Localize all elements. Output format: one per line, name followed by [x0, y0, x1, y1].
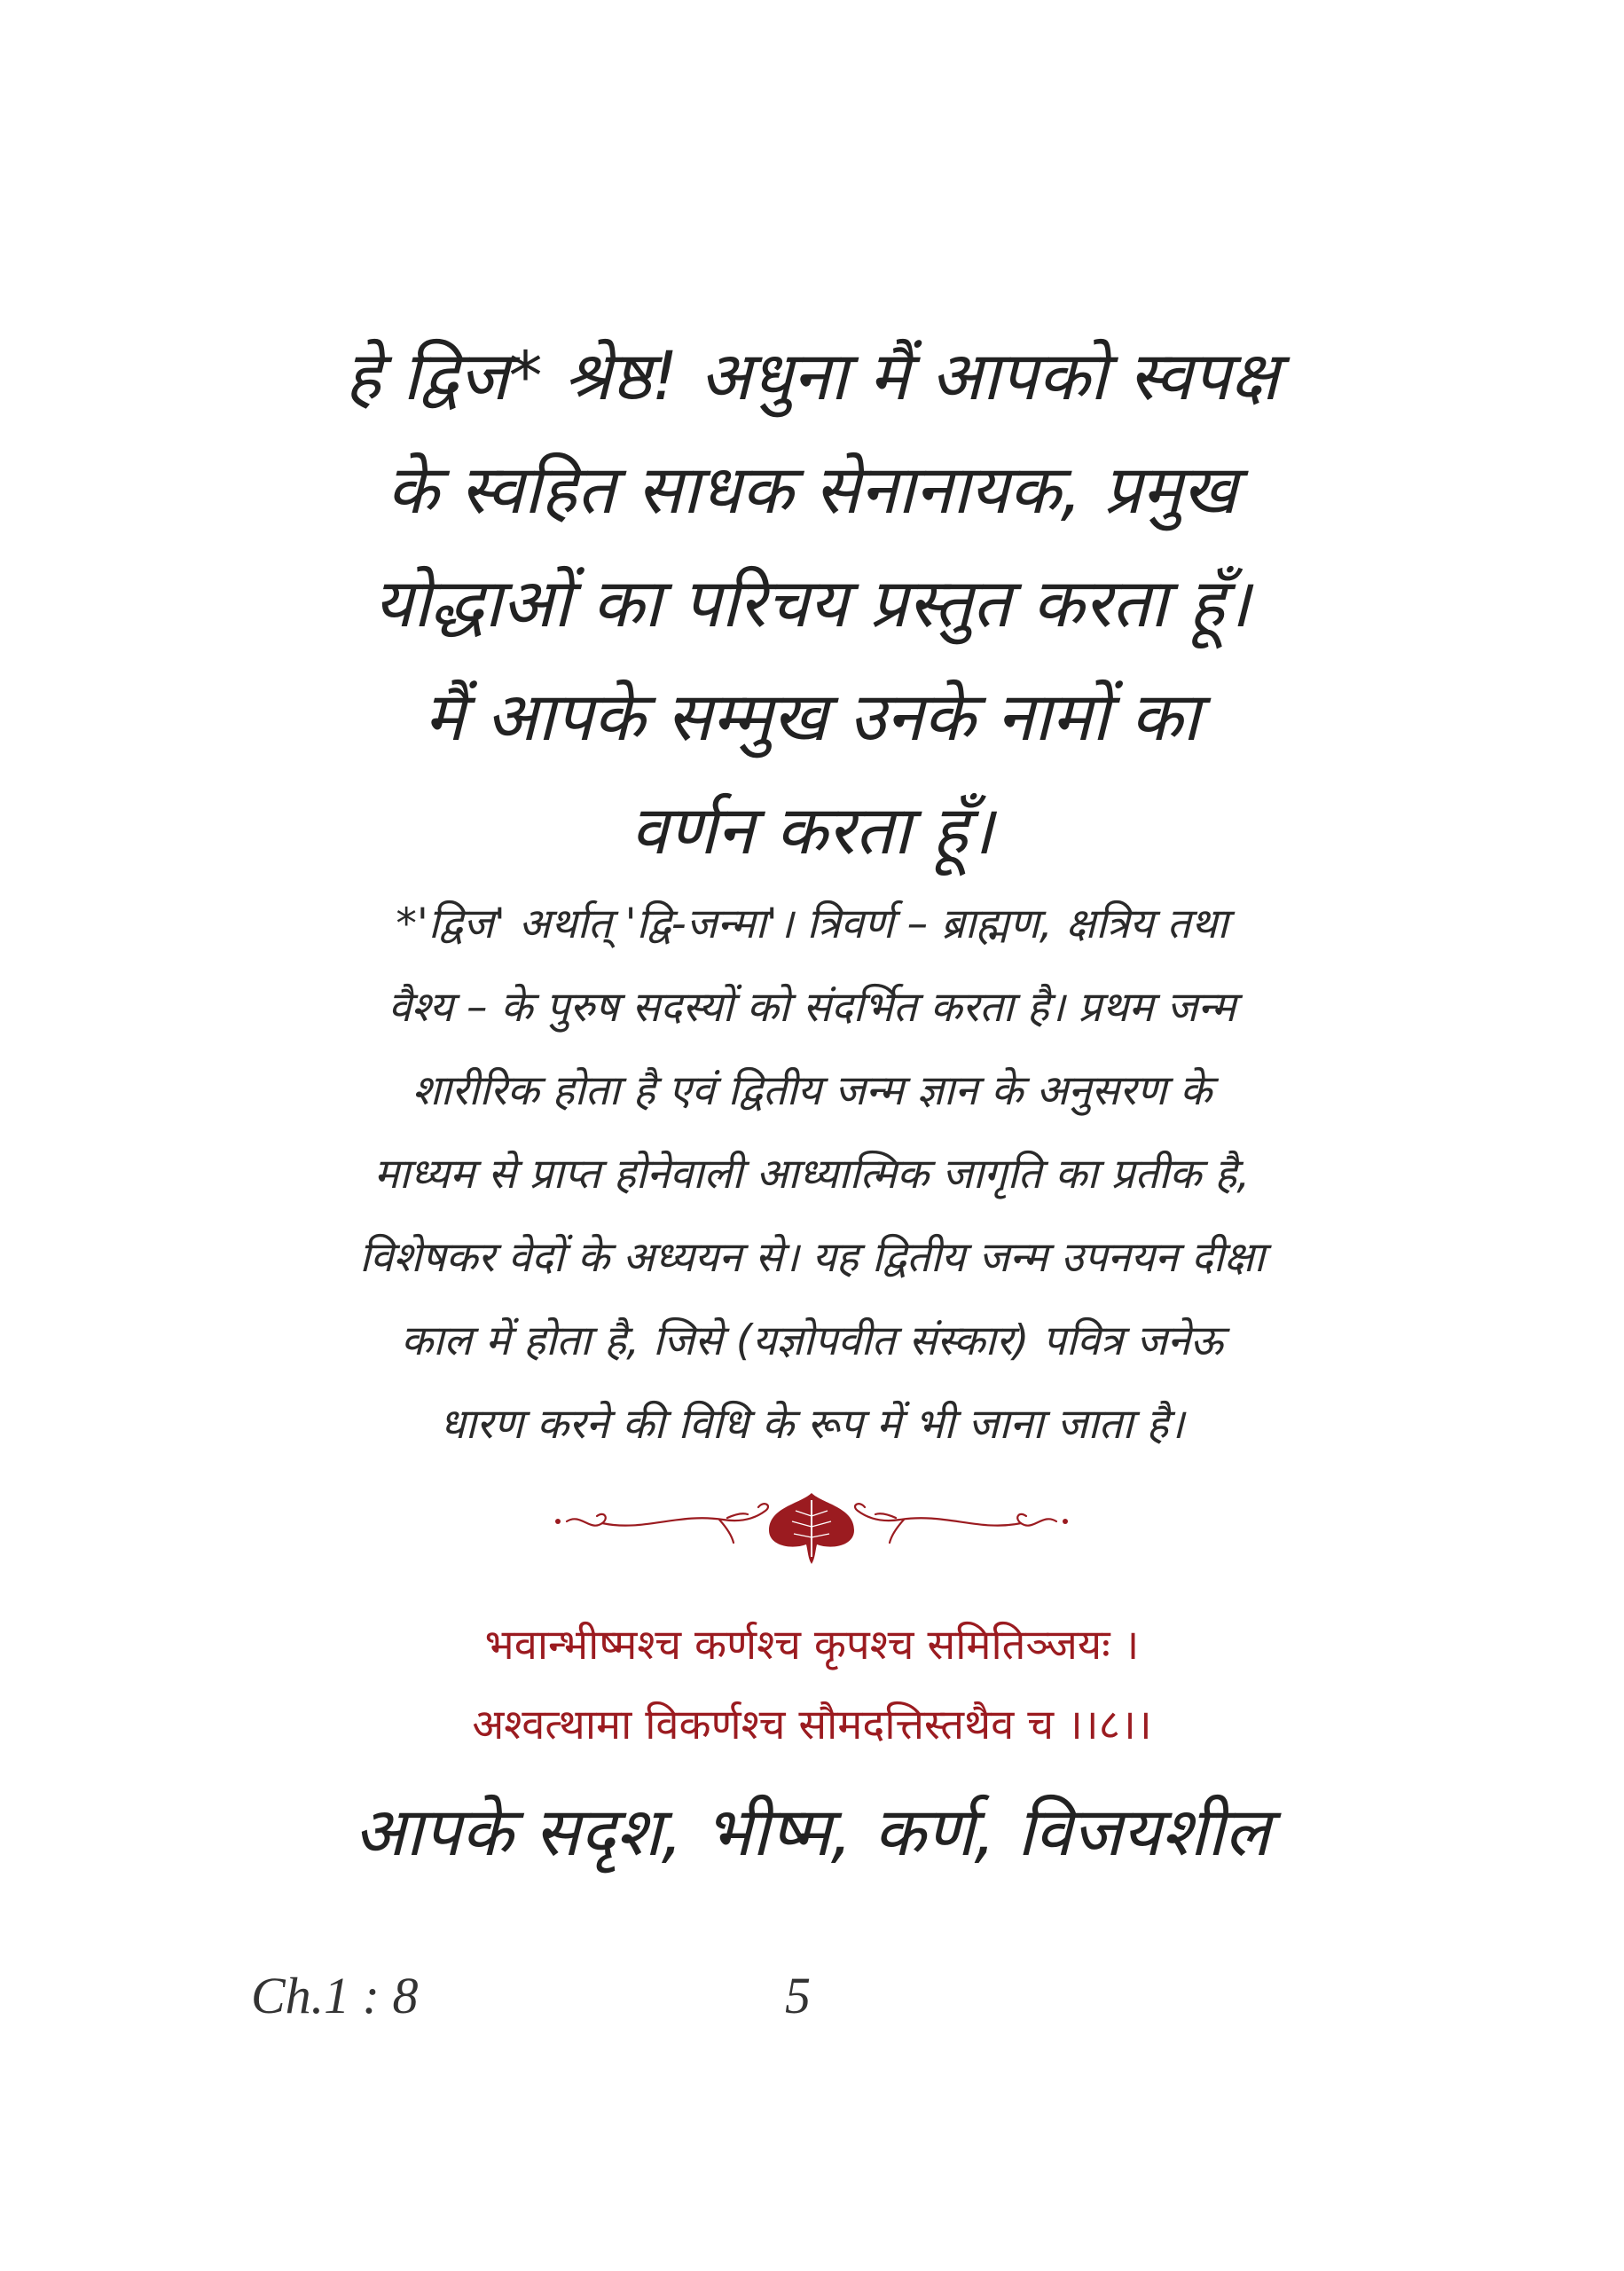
verse-translation-block — [0, 319, 1624, 887]
footnote-line: *'द्विज' अर्थात् 'द्वि-जन्मा'। त्रिवर्ण – ब्राह्मण, क्षत्रिय तथा — [396, 900, 1228, 948]
peepal-leaf-flourish-icon — [545, 1477, 1078, 1566]
verse-line: के स्वहित साधक सेनानायक, प्रमुख — [387, 450, 1237, 529]
sanskrit-line: अश्वत्थामा विकर्णश्च सौमदत्तिस्तथैव च ।।८।। — [472, 1701, 1152, 1749]
verse-line: योद्धाओं का परिचय प्रस्तुत करता हूँ। — [373, 563, 1251, 642]
verse-line: हे द्विज* श्रेष्ठ! अधुना मैं आपको स्वपक्ष — [345, 336, 1279, 415]
footnote-block — [0, 883, 1624, 1466]
verse-translation-start: आपके सदृश, भीष्म, कर्ण, विजयशील — [354, 1792, 1270, 1871]
verse-line: वर्णन करता हूँ। — [630, 790, 994, 869]
page-number: 5 — [785, 1967, 811, 2024]
footnote-line: माध्यम से प्राप्त होनेवाली आध्यात्मिक जागृति का प्रतीक है, — [373, 1150, 1251, 1198]
sanskrit-line: भवान्भीष्मश्च कर्णश्च कृपश्च समितिञ्जयः । — [484, 1621, 1140, 1670]
sanskrit-verse — [0, 1606, 1624, 1765]
verse-line: मैं आपके सम्मुख उनके नामों का — [424, 677, 1200, 756]
footnote-line: शारीरिक होता है एवं द्वितीय जन्म ज्ञान के अनुसरण के — [412, 1066, 1212, 1115]
footnote-line: धारण करने की विधि के रूप में भी जाना जाता है। — [439, 1400, 1185, 1449]
footnote-line: विशेषकर वेदों के अध्ययन से। यह द्वितीय जन्म उपनयन दीक्षा — [359, 1233, 1265, 1282]
chapter-reference: Ch.1 : 8 — [251, 1967, 419, 2024]
footnote-line: काल में होता है, जिसे (यज्ञोपवीत संस्कार) पवित्र जनेऊ — [401, 1316, 1223, 1365]
footnote-line: वैश्य – के पुरुष सदस्यों को संदर्भित करता है। प्रथम जन्म — [388, 983, 1236, 1032]
